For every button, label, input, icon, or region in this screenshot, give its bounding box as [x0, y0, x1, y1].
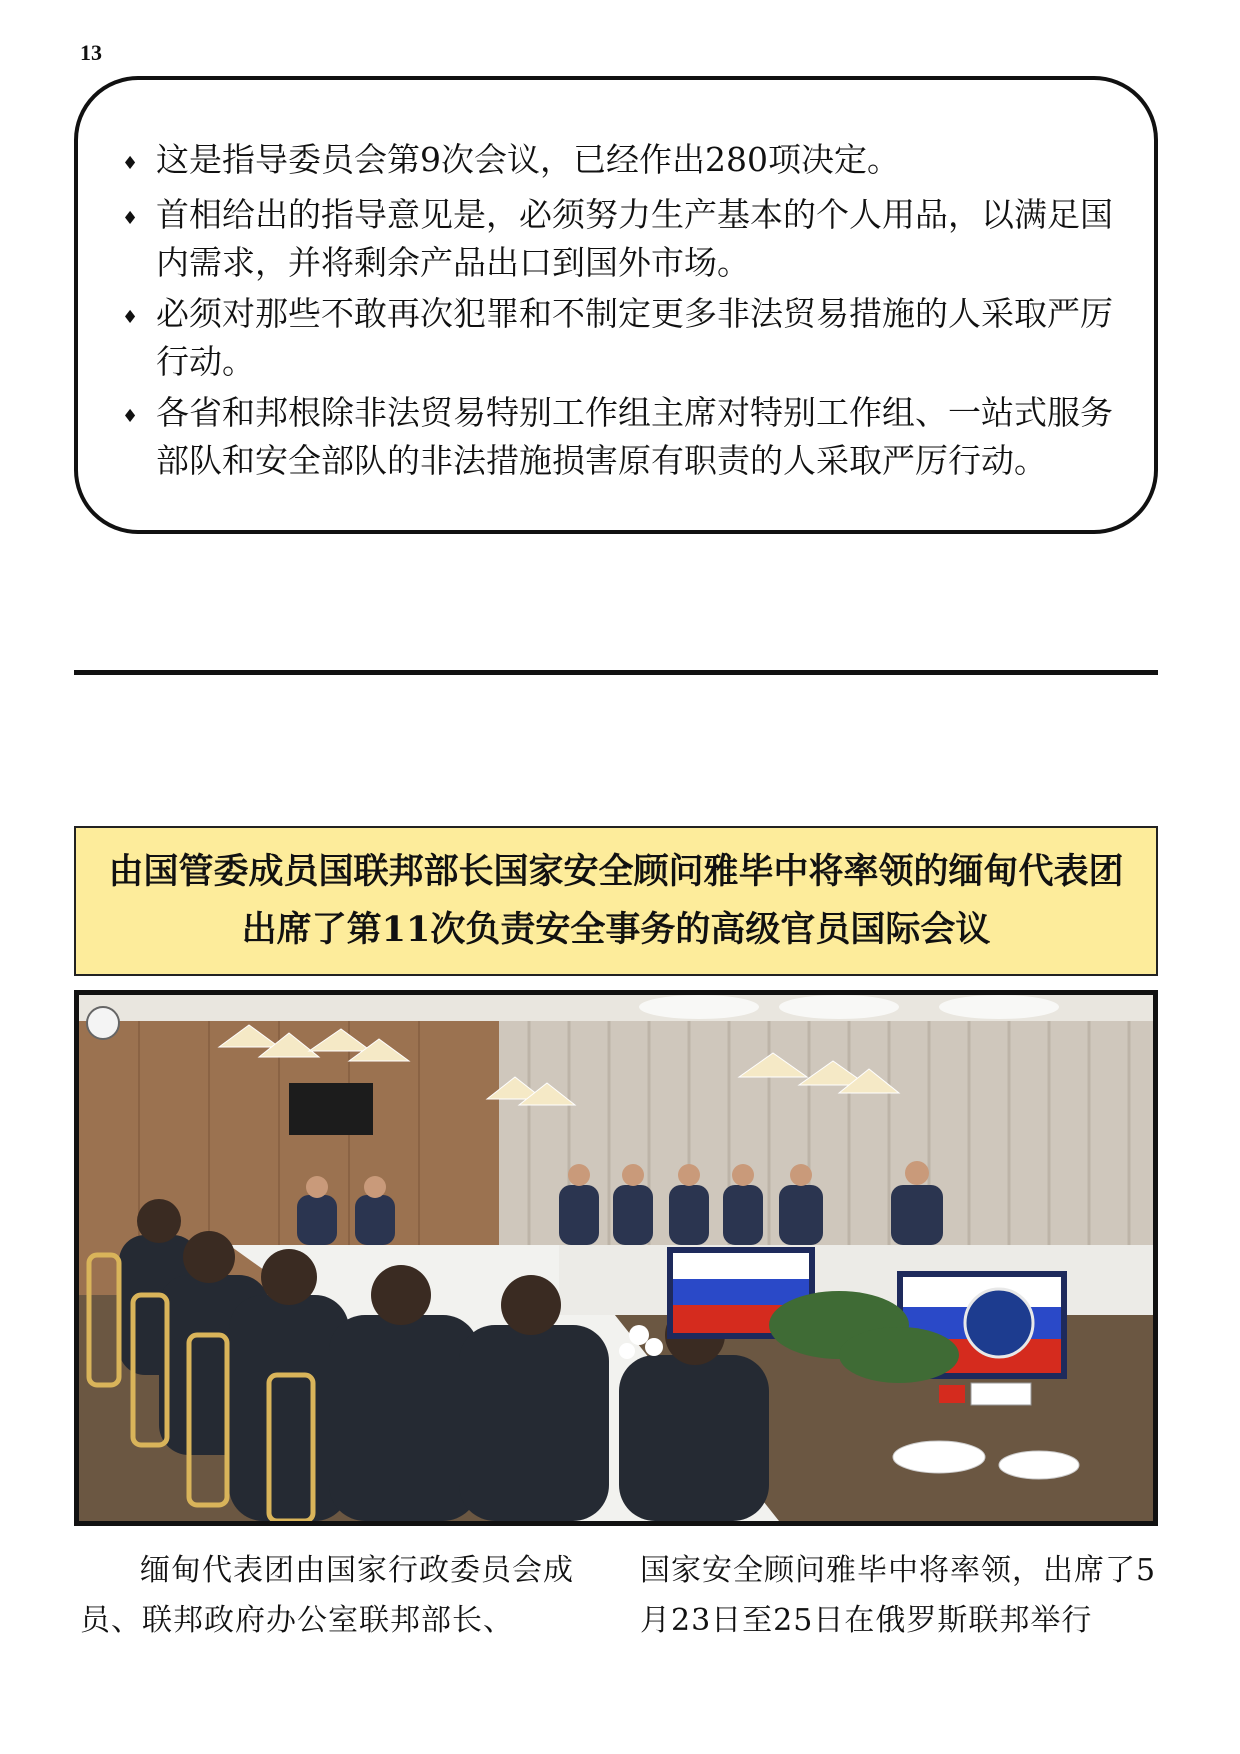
- bullet-list: [78, 80, 1154, 485]
- list-item: [122, 389, 1114, 485]
- section-divider: [74, 670, 1158, 675]
- list-item: [122, 290, 1114, 386]
- body-paragraph: 缅甸代表团由国家行政委员会成员、联邦政府办公室联邦部长、: [80, 1553, 574, 1638]
- article-body: [80, 1546, 1160, 1646]
- diamond-bullet-icon: ♦: [122, 208, 139, 229]
- diamond-bullet-icon: ♦: [122, 307, 139, 328]
- meeting-photo: [74, 990, 1158, 1526]
- list-item: [122, 136, 1114, 188]
- body-column-right: [640, 1546, 1160, 1646]
- list-item: [122, 191, 1114, 287]
- diamond-bullet-icon: ♦: [122, 153, 139, 174]
- article-headline: 由国管委成员国联邦部长国家安全顾问雅毕中将率领的缅甸代表团出席了第11次负责安全事务的高级官员国际会议: [74, 826, 1158, 976]
- bullet-text: 首相给出的指导意见是，必须努力生产基本的个人用品，以满足国内需求，并将剩余产品出口到国外市场。: [156, 195, 1113, 282]
- body-column-left: [80, 1546, 600, 1646]
- page-number: 13: [80, 40, 102, 65]
- meeting-photo-illustration: [79, 995, 1153, 1521]
- diamond-bullet-icon: ♦: [122, 406, 139, 427]
- bullet-text: 必须对那些不敢再次犯罪和不制定更多非法贸易措施的人采取严厉行动。: [156, 294, 1113, 381]
- bullet-text: 各省和邦根除非法贸易特别工作组主席对特别工作组、一站式服务部队和安全部队的非法措施损害原有职责的人采取严厉行动。: [156, 393, 1113, 480]
- body-paragraph: 国家安全顾问雅毕中将率领，出席了5月23日至25日在俄罗斯联邦举行: [640, 1553, 1157, 1638]
- summary-box: [74, 76, 1158, 534]
- bullet-text: 这是指导委员会第9次会议，已经作出280项决定。: [156, 140, 900, 179]
